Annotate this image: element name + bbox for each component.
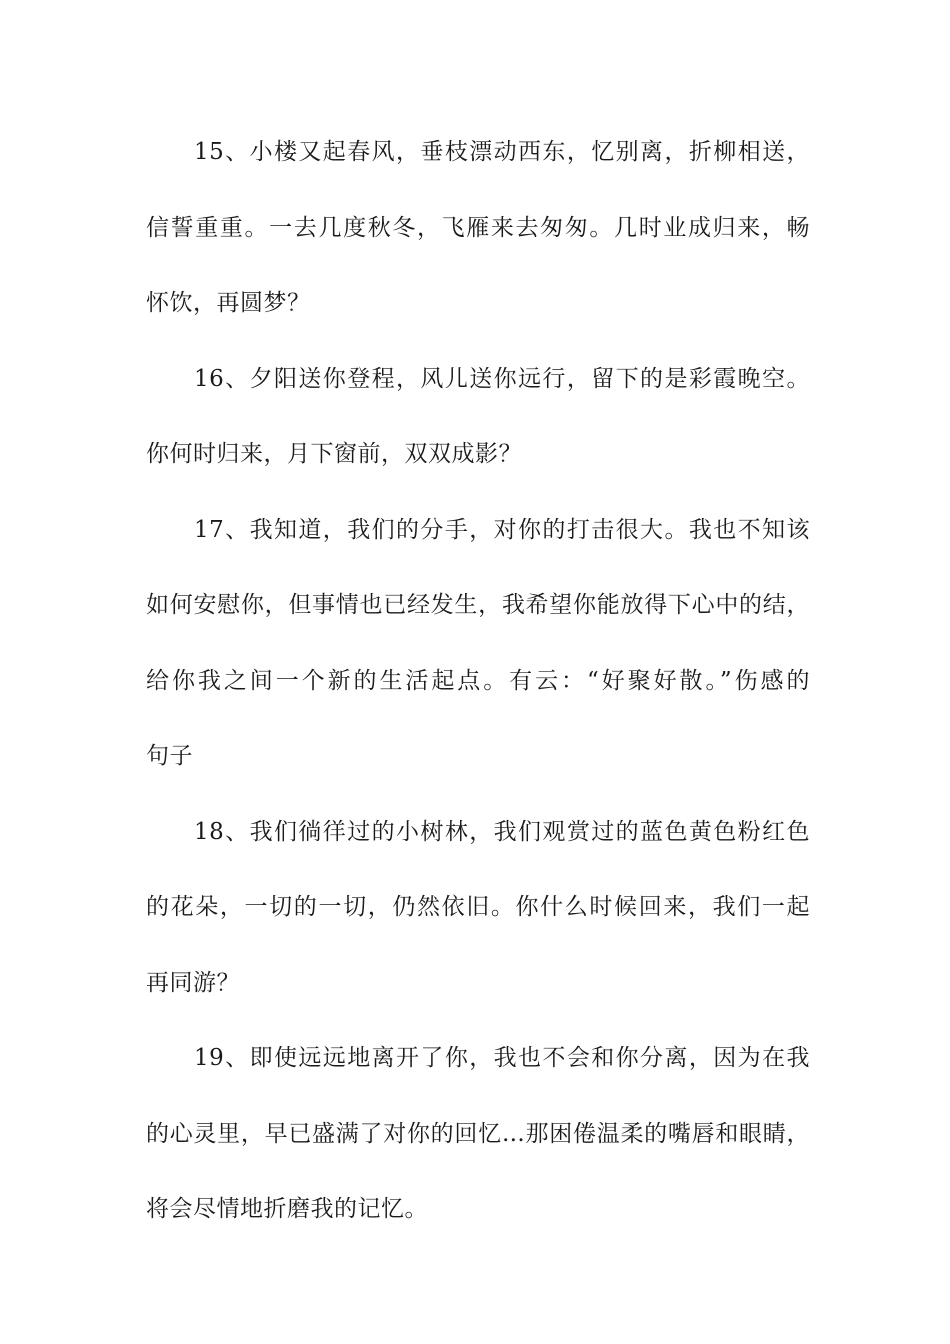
text-line: 16、夕阳送你登程，风儿送你远行，留下的是彩霞晚空。: [194, 365, 810, 392]
paragraph-16: [146, 349, 810, 500]
text-line: 的心灵里，早已盛满了对你的回忆…那困倦温柔的嘴唇和眼睛，: [146, 1120, 810, 1147]
text-line: 再同游？: [146, 969, 240, 996]
text-line: 你何时归来，月下窗前，双双成影？: [146, 441, 522, 467]
paragraph-19: [146, 1028, 810, 1255]
text-line: 给你我之间一个新的生活起点。有云：“好聚好散。”伤感的: [146, 667, 810, 694]
document-body: [146, 122, 810, 1255]
text-line: 如何安慰你，但事情也已经发生，我希望你能放得下心中的结，: [146, 592, 810, 618]
text-line: 17、我知道，我们的分手，对你的打击很大。我也不知该: [194, 516, 810, 543]
text-line: 怀饮，再圆梦？: [146, 290, 311, 316]
text-line: 15、小楼又起春风，垂枝漂动西东，忆别离，折柳相送，: [194, 139, 810, 165]
text-line: 18、我们徜徉过的小树林，我们观赏过的蓝色黄色粉红色: [194, 818, 810, 845]
text-line: 的花朵，一切的一切，仍然依旧。你什么时候回来，我们一起: [146, 894, 810, 920]
paragraph-15: [146, 122, 810, 349]
text-line: 信誓重重。一去几度秋冬，飞雁来去匆匆。几时业成归来，畅: [146, 214, 810, 241]
paragraph-17: [146, 500, 810, 802]
text-line: 句子: [146, 743, 193, 769]
text-line: 将会尽情地折磨我的记忆。: [146, 1196, 428, 1222]
text-line: 19、即使远远地离开了你，我也不会和你分离，因为在我: [194, 1045, 810, 1071]
paragraph-18: [146, 802, 810, 1029]
